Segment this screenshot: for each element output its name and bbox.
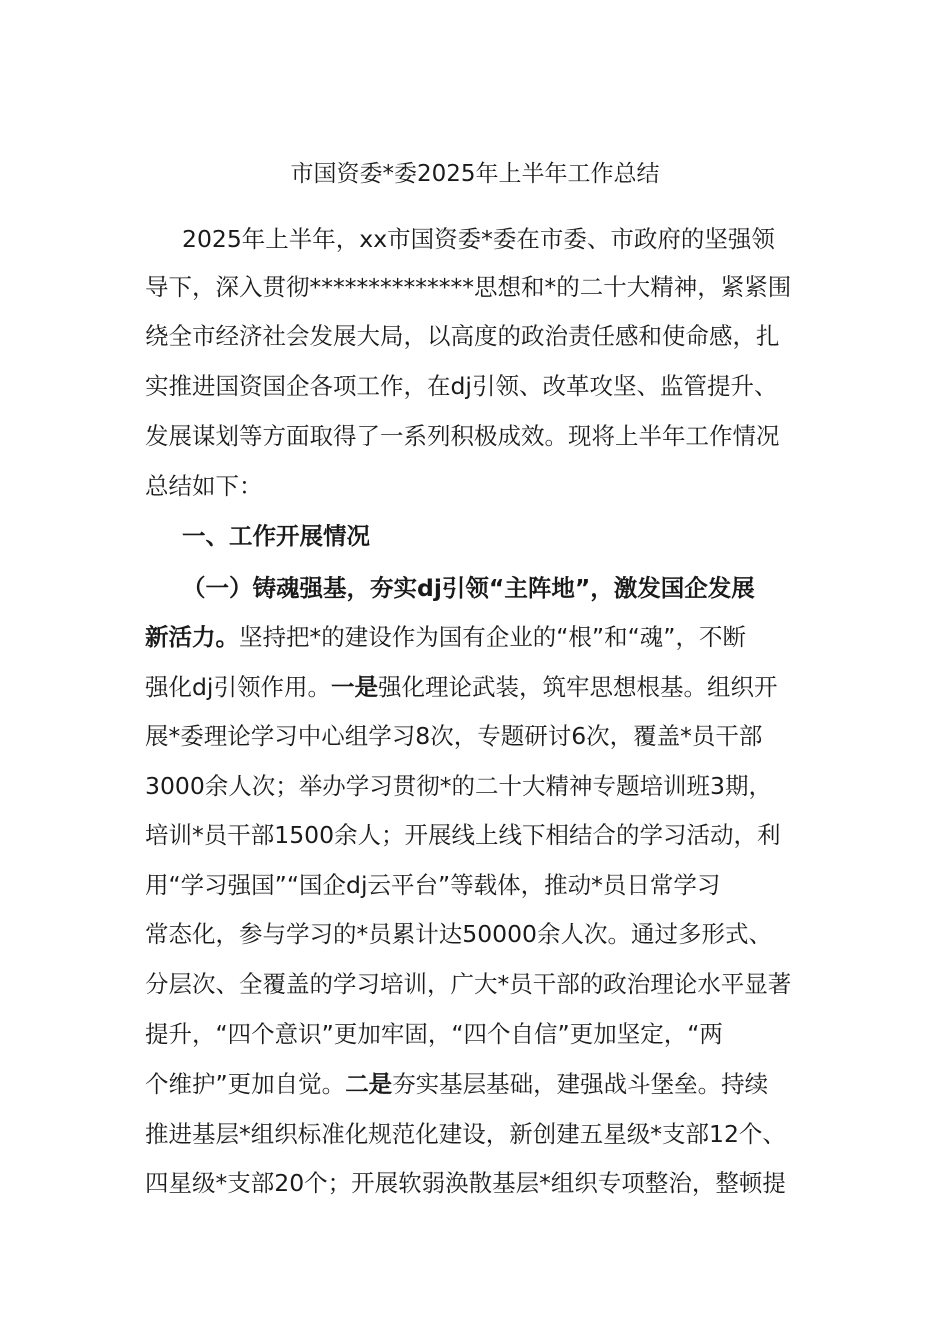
intro-line-6: 总结如下： — [145, 472, 263, 500]
body-line-10: 提升，“四个意识”更加牢固，“四个自信”更加坚定，“两 — [145, 1020, 723, 1048]
body-line-3 — [145, 670, 777, 704]
sub-heading-line-2-text: 坚持把*的建设作为国有企业的“根”和“魂”，不断 — [239, 623, 746, 651]
body-line-7: 用“学习强国”“国企dj云平台”等载体，推动*员日常学习 — [145, 871, 721, 899]
document-title: 市国资委*委2025年上半年工作总结 — [290, 161, 660, 187]
body-line-3-pre: 强化dj引领作用。 — [145, 673, 331, 701]
body-line-12: 推进基层*组织标准化规范化建设，新创建五星级*支部12个、 — [145, 1120, 786, 1148]
body-line-5: 3000余人次；举办学习贯彻*的二十大精神专题培训班3期， — [145, 772, 773, 800]
body-line-8: 常态化，参与学习的*员累计达50000余人次。通过多形式、 — [145, 920, 773, 948]
intro-line-1: 2025年上半年，xx市国资委*委在市委、市政府的坚强领 — [182, 225, 775, 253]
body-line-6: 培训*员干部1500余人；开展线上线下相结合的学习活动，利 — [145, 821, 781, 849]
body-line-4: 展*委理论学习中心组学习8次，专题研讨6次，覆盖*员干部 — [145, 722, 763, 750]
sub-heading-line-2 — [145, 620, 746, 654]
body-line-3-post: 强化理论武装，筑牢思想根基。组织开 — [377, 673, 778, 701]
sub-heading-bold-end: 新活力。 — [145, 623, 239, 651]
body-line-11-pre: 个维护”更加自觉。 — [145, 1070, 346, 1098]
body-line-11-post: 夯实基层基础，建强战斗堡垒。持续 — [392, 1070, 769, 1098]
body-line-9: 分层次、全覆盖的学习培训，广大*员干部的政治理论水平显著 — [145, 970, 792, 998]
section-heading: 一、工作开展情况 — [182, 522, 370, 550]
intro-line-5: 发展谋划等方面取得了一系列积极成效。现将上半年工作情况 — [145, 422, 780, 450]
body-line-3-marker: 一是 — [330, 673, 378, 701]
body-line-13: 四星级*支部20个；开展软弱涣散基层*组织专项整治，整顿提 — [145, 1169, 786, 1197]
body-line-11 — [145, 1067, 768, 1101]
body-line-11-marker: 二是 — [345, 1070, 393, 1098]
intro-line-2: 导下，深入贯彻**************思想和*的二十大精神，紧紧围 — [145, 273, 792, 301]
sub-heading-line-1: （一）铸魂强基，夯实dj引领“主阵地”，激发国企发展 — [182, 574, 755, 602]
intro-line-3: 绕全市经济社会发展大局，以高度的政治责任感和使命感，扎 — [145, 322, 780, 350]
intro-line-4: 实推进国资国企各项工作，在dj引领、改革攻坚、监管提升、 — [145, 372, 778, 400]
